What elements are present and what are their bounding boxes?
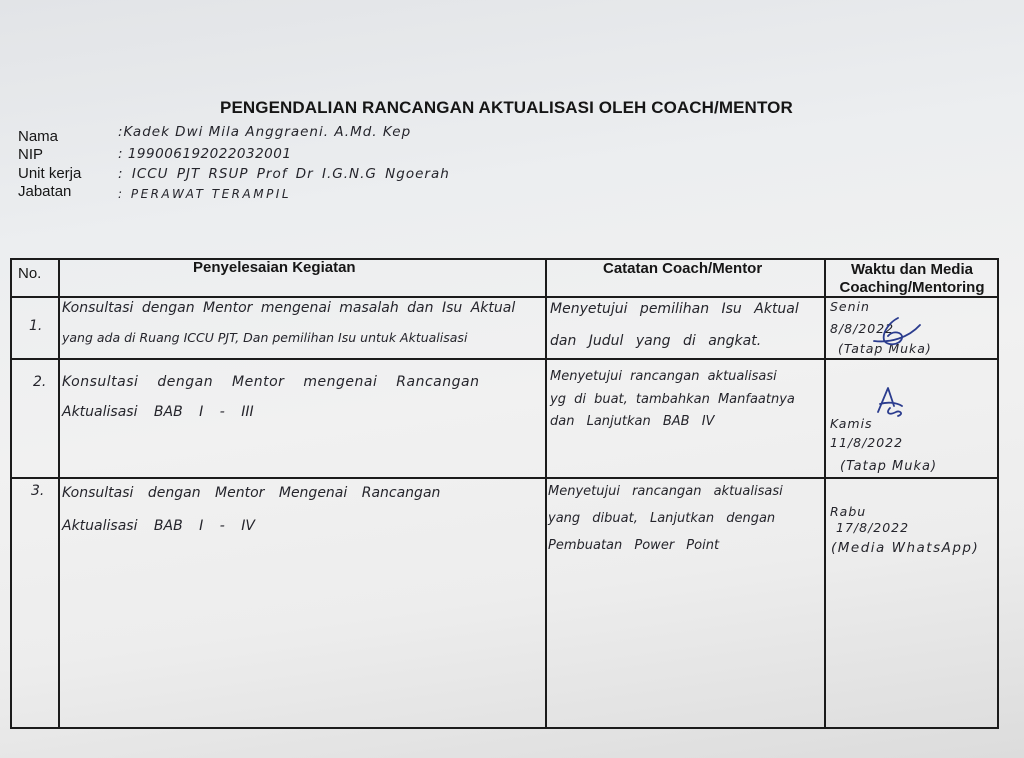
- mentor-signature-icon: [870, 310, 930, 355]
- waktu-day: Rabu: [830, 504, 867, 519]
- document-title: PENGENDALIAN RANCANGAN AKTUALISASI OLEH COACH/MENTOR: [220, 98, 793, 117]
- catatan-line: Menyetujui rancangan aktualisasi: [548, 484, 783, 499]
- nip-value: : 199006192022032001: [118, 146, 292, 162]
- kegiatan-line: Konsultasi dengan Mentor mengenai masalah dan Isu Aktual: [62, 300, 516, 316]
- nama-value: :Kadek Dwi Mila Anggraeni. A.Md. Kep: [118, 124, 412, 140]
- kegiatan-line: Konsultasi dengan Mentor mengenai Rancangan: [62, 374, 480, 390]
- waktu-date: 8/8/2022: [830, 321, 895, 336]
- header-waktu-media-line1: Waktu dan Media: [851, 261, 973, 278]
- mentor-signature-icon: [868, 382, 912, 418]
- column-divider-no: [58, 258, 60, 728]
- table-border-bottom: [10, 727, 999, 729]
- nama-label: Nama: [18, 128, 59, 145]
- header-waktu-media-line2: Coaching/Mentoring: [839, 279, 985, 296]
- catatan-line: Menyetujui rancangan aktualisasi: [550, 369, 777, 384]
- catatan-line: Pembuatan Power Point: [548, 538, 720, 553]
- header-penyelesaian-kegiatan: Penyelesaian Kegiatan: [193, 259, 356, 276]
- table-border-top: [10, 258, 998, 260]
- catatan-line: yang dibuat, Lanjutkan dengan: [548, 511, 776, 526]
- catatan-line: yg di buat, tambahkan Manfaatnya: [550, 392, 795, 407]
- table-border-left: [10, 258, 12, 728]
- waktu-date: 11/8/2022: [830, 435, 904, 450]
- waktu-media: (Tatap Muka): [840, 459, 938, 474]
- kegiatan-line: yang ada di Ruang ICCU PJT, Dan pemilihan Isu untuk Aktualisasi: [62, 330, 468, 345]
- table-row-divider-1: [10, 358, 998, 360]
- waktu-date: 17/8/2022: [836, 520, 910, 535]
- column-divider-catatan: [824, 258, 826, 728]
- waktu-media: (Tatap Muka): [838, 341, 932, 356]
- catatan-line: Menyetujui pemilihan Isu Aktual: [550, 301, 799, 317]
- row-number: 3.: [31, 483, 45, 499]
- row-number: 1.: [29, 318, 43, 334]
- kegiatan-line: Aktualisasi BAB I - III: [62, 404, 254, 420]
- table-row-divider-2: [10, 477, 998, 479]
- jabatan-label: Jabatan: [18, 183, 72, 200]
- waktu-day: Senin: [830, 299, 870, 314]
- column-divider-kegiatan: [545, 258, 547, 728]
- unit-kerja-value: : ICCU PJT RSUP Prof Dr I.G.N.G Ngoerah: [118, 166, 450, 182]
- catatan-line: dan Judul yang di angkat.: [550, 333, 762, 349]
- row-number: 2.: [33, 374, 47, 390]
- kegiatan-line: Konsultasi dengan Mentor Mengenai Rancangan: [62, 485, 441, 501]
- waktu-day: Kamis: [830, 416, 873, 431]
- kegiatan-line: Aktualisasi BAB I - IV: [62, 518, 255, 534]
- jabatan-value: : PERAWAT TERAMPIL: [118, 187, 292, 201]
- table-border-right: [997, 258, 999, 728]
- waktu-media: (Media WhatsApp): [831, 540, 980, 556]
- unit-kerja-label: Unit kerja: [18, 165, 82, 182]
- nip-label: NIP: [18, 146, 44, 163]
- header-catatan-coach-mentor: Catatan Coach/Mentor: [603, 260, 763, 277]
- catatan-line: dan Lanjutkan BAB IV: [550, 414, 715, 429]
- header-no: No.: [18, 265, 42, 282]
